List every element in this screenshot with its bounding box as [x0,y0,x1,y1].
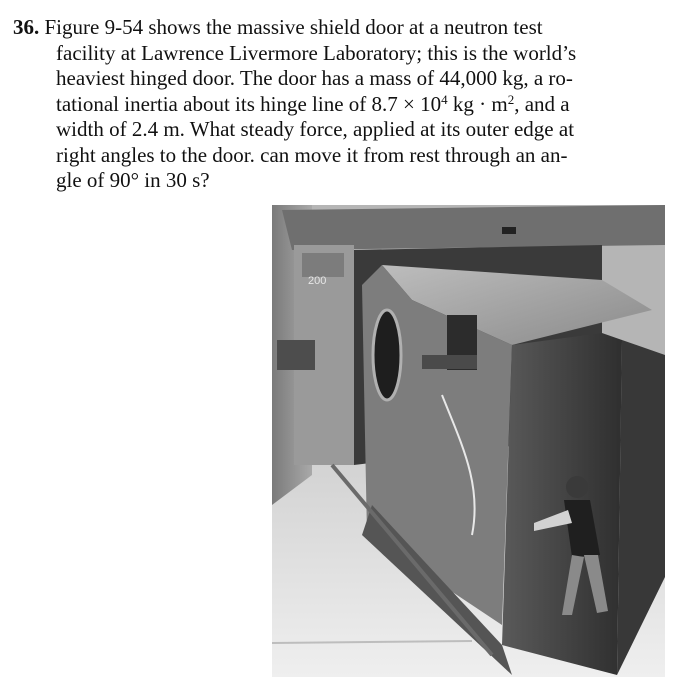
door-plate-text: 200 [308,275,327,287]
exponent-two: 2 [507,91,515,107]
problem-line-4-end: , and a [514,91,570,116]
shield-door-photo-svg [272,205,665,677]
problem-line-6: right angles to the door. can move it from rest through an an- [56,142,568,167]
problem-number: 36. [13,15,40,39]
hinge-bracket [422,355,477,369]
problem-line-4 [13,92,688,118]
problem-line-3: heaviest hinged door. The door has a mass of 44,000 kg, a ro- [56,66,573,90]
problem-line-4-units: kg · m [447,91,508,116]
problem-text [13,15,688,194]
problem-line-1 [13,15,688,41]
problem-line-7: gle of 90° in 30 s? [56,168,210,192]
problem-line-1-text: Figure 9-54 shows the massive shield door at a neutron test [44,15,543,39]
exponent-four: 4 [441,91,448,107]
wall-control-box [277,340,315,370]
overhead-frame [282,205,665,250]
door-front-edge [502,333,622,675]
problem-line-2: facility at Lawrence Livermore Laboratory; this is the world’s [56,40,577,65]
problem-line-5: width of 2.4 m. What steady force, applied at its outer edge at [56,117,575,141]
problem-line-4-text: tational inertia about its hinge line of 8.7 × 10 [56,91,442,116]
shield-door-photo [272,205,665,677]
frame-panel [302,253,344,277]
frame-light [502,227,516,234]
door-oval-port [373,310,401,400]
person-head [566,476,588,498]
